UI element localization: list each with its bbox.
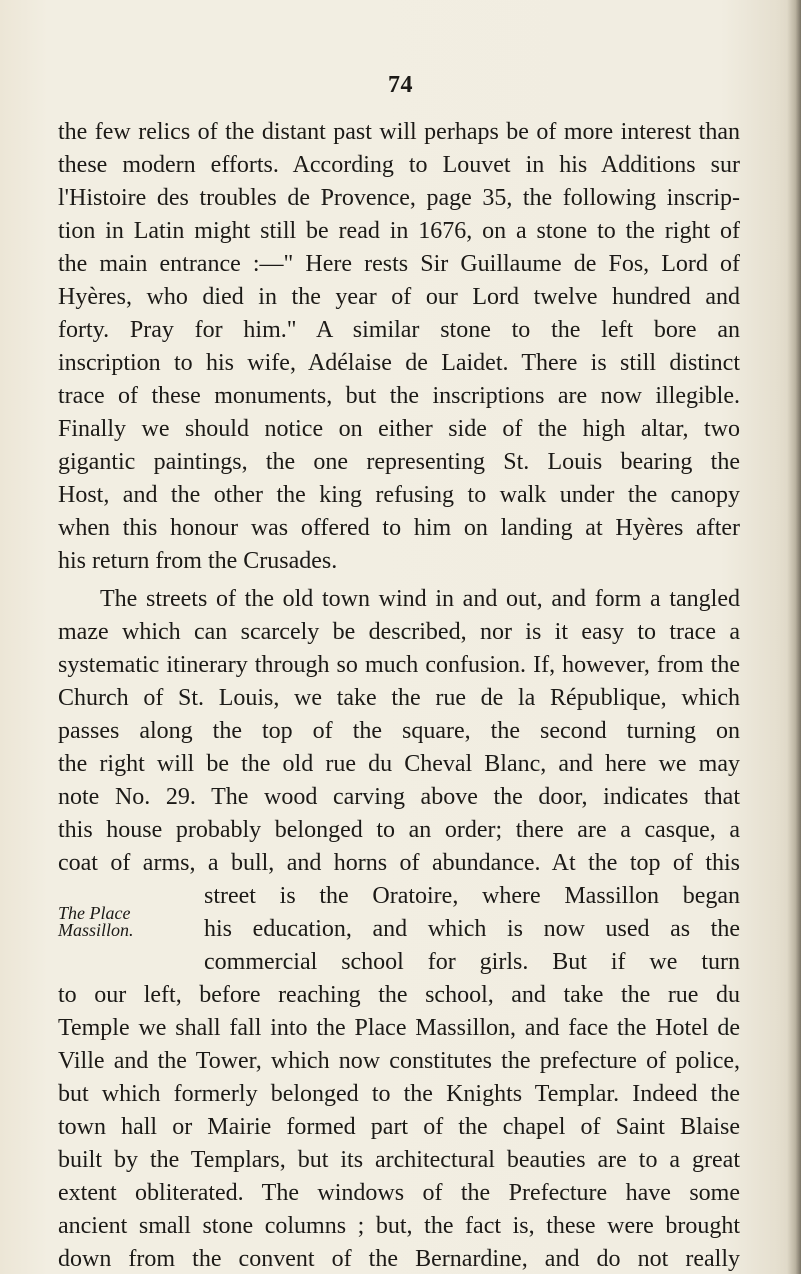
text-line: ancient small stone columns ; but, the fact is, these were brought (58, 1213, 740, 1239)
text-line: inscription to his wife, Adélaise de Laidet. There is still distinct (58, 350, 740, 376)
text-line: extent obliterated. The windows of the Prefecture have some (58, 1180, 740, 1206)
page-number: 74 (388, 72, 413, 98)
text-line: trace of these monuments, but the inscriptions are now illegible. (58, 383, 740, 409)
text-line: Temple we shall fall into the Place Massillon, and face the Hotel de (58, 1015, 740, 1041)
text-line: Finally we should notice on either side of the high altar, two (58, 416, 740, 442)
text-line: the right will be the old rue du Cheval Blanc, and here we may (58, 751, 740, 777)
text-line: Host, and the other the king refusing to walk under the canopy (58, 482, 740, 508)
text-line: commercial school for girls. But if we turn (204, 949, 740, 975)
text-line: but which formerly belonged to the Knights Templar. Indeed the (58, 1081, 740, 1107)
text-line: l'Histoire des troubles de Provence, page 35, the following inscrip- (58, 185, 740, 211)
text-line: town hall or Mairie formed part of the chapel of Saint Blaise (58, 1114, 740, 1140)
text-line: the few relics of the distant past will perhaps be of more interest than (58, 119, 740, 145)
text-line: gigantic paintings, the one representing St. Louis bearing the (58, 449, 740, 475)
text-line: his education, and which is now used as the (204, 916, 740, 942)
text-line: down from the convent of the Bernardine, and do not really (58, 1246, 740, 1272)
text-line: his return from the Crusades. (58, 548, 338, 574)
text-line: note No. 29. The wood carving above the door, indicates that (58, 784, 740, 810)
text-line: when this honour was offered to him on landing at Hyères after (58, 515, 740, 541)
text-line: the main entrance :—" Here rests Sir Guillaume de Fos, Lord of (58, 251, 740, 277)
text-line: tion in Latin might still be read in 1676, on a stone to the right of (58, 218, 740, 244)
text-line: built by the Templars, but its architectural beauties are to a great (58, 1147, 740, 1173)
text-line: Church of St. Louis, we take the rue de la République, which (58, 685, 740, 711)
text-line: systematic itinerary through so much confusion. If, however, from the (58, 652, 740, 678)
text-line: these modern efforts. According to Louvet in his Additions sur (58, 152, 740, 178)
text-line: passes along the top of the square, the second turning on (58, 718, 740, 744)
margin-note-line: The Place (58, 903, 131, 923)
text-line: The streets of the old town wind in and out, and form a tangled (100, 586, 740, 612)
text-line: Ville and the Tower, which now constitutes the prefecture of police, (58, 1048, 740, 1074)
text-line: coat of arms, a bull, and horns of abundance. At the top of this (58, 850, 740, 876)
text-line: Hyères, who died in the year of our Lord twelve hundred and (58, 284, 740, 310)
margin-note (58, 905, 138, 939)
text-line: this house probably belonged to an order; there are a casque, a (58, 817, 740, 843)
text-line: maze which can scarcely be described, nor is it easy to trace a (58, 619, 740, 645)
text-line: forty. Pray for him." A similar stone to the left bore an (58, 317, 740, 343)
margin-note-line: Massillon. (58, 920, 134, 940)
page-edge-shadow (787, 0, 801, 1274)
text-line: street is the Oratoire, where Massillon began (204, 883, 740, 909)
text-line: to our left, before reaching the school, and take the rue du (58, 982, 740, 1008)
